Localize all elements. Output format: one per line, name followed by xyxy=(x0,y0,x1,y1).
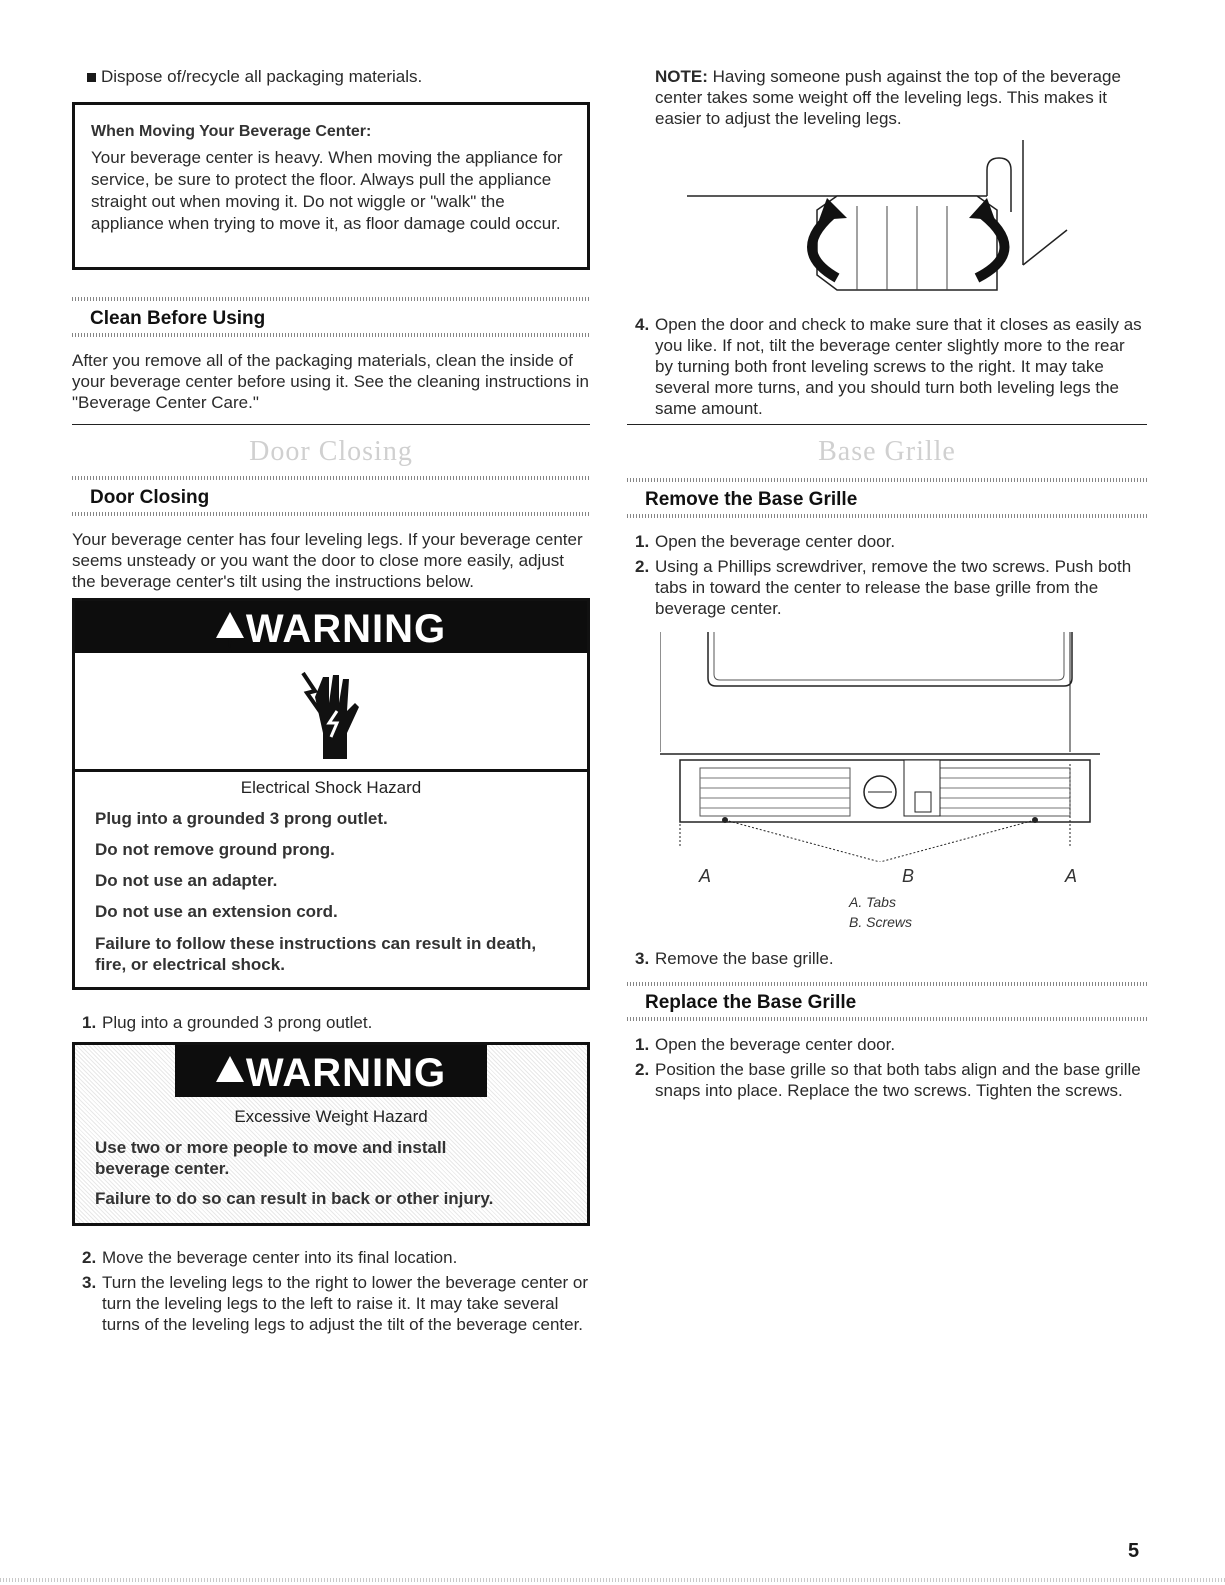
step-number: 2. xyxy=(635,1060,650,1079)
remove-base-grille-heading: Remove the Base Grille xyxy=(645,489,858,510)
dispose-text: Dispose of/recycle all packaging materials. xyxy=(101,67,423,86)
section-rule xyxy=(627,424,1147,425)
step-1 xyxy=(82,1012,373,1033)
warning-line: Failure to follow these instructions can result in death, fire, or electrical shock. xyxy=(95,934,537,974)
warning-header xyxy=(175,1045,487,1097)
remove-step-3 xyxy=(635,948,1147,969)
door-closing-text: Your beverage center has four leveling legs. If your beverage center seems unsteady or you want the door to close more easily, adjust the beverage center's tilt using the instructions below. xyxy=(72,530,583,591)
warning-label: WARNING xyxy=(245,607,447,651)
base-grille-section-title: Base Grille xyxy=(818,436,956,467)
clean-text: After you remove all of the packaging materials, clean the inside of your beverage center before using it. See the cleaning instructions in "Beverage Center Care." xyxy=(72,351,589,412)
remove-step-2 xyxy=(635,556,1147,619)
step-text: Open the beverage center door. xyxy=(655,1035,896,1054)
replace-base-grille-heading: Replace the Base Grille xyxy=(645,992,857,1013)
warning-line: Do not remove ground prong. xyxy=(95,840,335,859)
step-4 xyxy=(635,314,1147,419)
step-3 xyxy=(82,1272,590,1335)
moving-box-text: Your beverage center is heavy. When moving the appliance for service, be sure to protect the floor. Always pull the appliance straight out when moving it. Do not wiggle or "walk" the appliance when trying to move it, as floor damage could occur. xyxy=(91,148,563,233)
warning-line: Use two or more people to move and install beverage center. xyxy=(95,1138,447,1178)
dispose-bullet-item xyxy=(101,66,581,87)
step-text: Turn the leveling legs to the right to lower the beverage center or turn the leveling legs to the left to raise it. It may take several turns of the leveling legs to adjust the tilt of the beverage center. xyxy=(102,1273,589,1334)
base-grille-illustration xyxy=(660,632,1110,862)
step-number: 2. xyxy=(635,557,650,576)
moving-info-box xyxy=(72,102,590,270)
leveling-leg-illustration xyxy=(687,140,1077,300)
note-text: Having someone push against the top of the beverage center takes some weight off the leveling legs. This makes it easier to adjust the leveling legs. xyxy=(655,67,1121,128)
shock-symbol-area xyxy=(75,653,587,772)
dotted-divider xyxy=(72,297,590,301)
step-number: 1. xyxy=(82,1013,97,1032)
warning-line: Failure to do so can result in back or other injury. xyxy=(95,1189,494,1208)
dotted-divider xyxy=(627,1017,1147,1021)
caption-tabs: A. Tabs xyxy=(849,894,896,910)
step-number: 2. xyxy=(82,1248,97,1267)
electrical-warning-box xyxy=(72,598,590,990)
page-number: 5 xyxy=(1128,1540,1140,1562)
warning-line: Do not use an adapter. xyxy=(95,871,278,890)
section-rule xyxy=(72,424,590,425)
caption-screws: B. Screws xyxy=(849,914,913,930)
step-number: 1. xyxy=(635,532,650,551)
warning-line: Do not use an extension cord. xyxy=(95,902,338,921)
electrical-hazard-title: Electrical Shock Hazard xyxy=(240,778,422,797)
step-number: 3. xyxy=(635,949,650,968)
step-text: Position the base grille so that both tabs align and the base grille snaps into place. Replace the two screws. Tighten the screws. xyxy=(655,1060,1141,1100)
figure-label-a-right: A xyxy=(1065,866,1078,886)
replace-step-1 xyxy=(635,1034,1147,1055)
warning-triangle-icon xyxy=(216,612,244,638)
warning-triangle-icon xyxy=(216,1056,244,1082)
warning-label: WARNING xyxy=(245,1051,447,1095)
door-closing-section-title: Door Closing xyxy=(249,436,413,467)
dotted-divider xyxy=(627,478,1147,482)
weight-warning-box xyxy=(72,1042,590,1226)
warning-header xyxy=(75,601,587,653)
replace-step-2 xyxy=(635,1059,1147,1101)
step-number: 1. xyxy=(635,1035,650,1054)
warning-line: Plug into a grounded 3 prong outlet. xyxy=(95,809,388,828)
clean-before-using-heading: Clean Before Using xyxy=(90,308,266,329)
remove-step-1 xyxy=(635,531,1147,552)
weight-hazard-title: Excessive Weight Hazard xyxy=(234,1107,428,1126)
dotted-divider xyxy=(627,982,1147,986)
step-text: Using a Phillips screwdriver, remove the two screws. Push both tabs in toward the center to release the base grille from the beverage center. xyxy=(655,557,1132,618)
figure-label-b: B xyxy=(902,866,915,886)
step-text: Open the beverage center door. xyxy=(655,532,896,551)
door-closing-heading: Door Closing xyxy=(90,487,210,508)
dotted-divider xyxy=(72,333,590,337)
electrical-shock-icon xyxy=(285,663,375,763)
figure-label-a-left: A xyxy=(699,866,712,886)
step-text: Open the door and check to make sure that it closes as easily as you like. If not, tilt the beverage center slightly more to the rear by turning both front leveling screws to the right. It may take several more turns, and you should turn both leveling legs the same amount. xyxy=(655,315,1142,418)
dotted-divider xyxy=(627,514,1147,518)
step-text: Move the beverage center into its final location. xyxy=(102,1248,458,1267)
step-2 xyxy=(82,1247,590,1268)
note-label: NOTE: xyxy=(655,67,708,86)
step-text: Remove the base grille. xyxy=(655,949,834,968)
dotted-divider xyxy=(72,476,590,480)
note-paragraph xyxy=(655,66,1147,129)
moving-box-title: When Moving Your Beverage Center: xyxy=(91,123,372,140)
bullet-icon xyxy=(87,73,96,82)
step-number: 3. xyxy=(82,1273,97,1292)
step-number: 4. xyxy=(635,315,650,334)
step-text: Plug into a grounded 3 prong outlet. xyxy=(102,1013,373,1032)
dotted-divider xyxy=(72,512,590,516)
bottom-scan-edge xyxy=(0,1578,1225,1582)
